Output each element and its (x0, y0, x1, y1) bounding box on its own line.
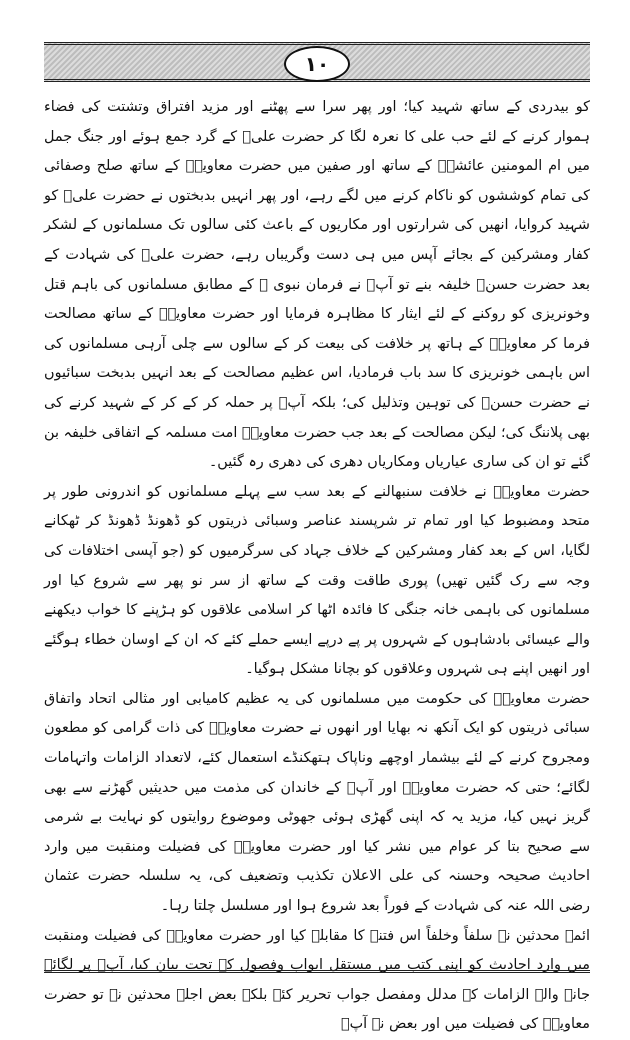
paragraph: کو بیدردی کے ساتھ شہید کیا؛ اور پھر سرا سے پھٹنے اور مزید افتراق وتشتت کی فضاء ہموار کرنے کے لئے حب علی کا نعرہ لگا کر حضرت علیؓ کے گرد جمع ہوئے اور جنگ جمل میں ام المومنین عائشہؓ کے ساتھ اور صفین میں حضرت معاویہؓ کے ساتھ صلح وصفائی کی تمام کوششوں کو ناکام کرنے میں لگے رہے، اور پھر انہیں بدبختوں نے حضرت علیؓ کو شہید کروایا، انھیں کی شرارتوں اور مکاریوں کے باعث کئی سالوں تک مسلمانوں کے لشکر کفار ومشرکین کے بجائے آپس میں ہی دست وگریباں رہے، حضرت علیؓ کی شہادت کے بعد حضرت حسنؓ خلیفہ بنے تو آپؓ نے فرمان نبوی ﷺ کے مطابق مسلمانوں کی باہم قتل وخونریزی کو روکنے کے لئے ایثار کا مظاہرہ فرمایا اور حضرت معاویہؓ کے ساتھ مصالحت فرما کر معاویہؓ کے ہاتھ پر خلافت کی بیعت کر کے سالوں سے چلی آرہی مسلمانوں کی اس باہمی خونریزی کا سد باب فرمادیا، اس عظیم مصالحت کے بعد انہیں بدبخت سبائیوں نے حضرت حسنؓ کی توہین وتذلیل کی؛ بلکہ آپؓ پر حملہ کر کے کر کے شہید کرنے کی بھی پلاننگ کی؛ لیکن مصالحت کے بعد جب حضرت معاویہؓ امت مسلمہ کے اتفاقی خلیفہ بن گئے تو ان کی ساری عیاریاں ومکاریاں دھری کی دھری رہ گئیں۔ (44, 99, 590, 471)
page-footer-rule (44, 970, 590, 973)
paragraph: حضرت معاویہؓ نے خلافت سنبھالنے کے بعد سب سے پہلے مسلمانوں کو اندرونی طور پر متحد ومضبوط کیا اور تمام تر شرپسند عناصر وسبائی ذریتوں کو ڈھونڈ ڈھونڈ کر ٹھکانے لگایا، اس کے بعد کفار ومشرکین کے خلاف جہاد کی سرگرمیوں کو (جو آپسی اختلافات کی وجہ سے رک گئیں تھیں) پوری طاقت وقت کے ساتھ از سر نو پھر سے شروع کیا اور مسلمانوں کی باہمی خانہ جنگی کا فائدہ اٹھا کر اسلامی علاقوں کو ہڑپنے کا خواب دیکھنے والے عیسائی بادشاہوں کے شہروں پر پے درپے ایسے حملے کئے کہ ان کے اوسان خطاء ہوگئے اور انھیں اپنے ہی شہروں وعلاقوں کو بچانا مشکل ہوگیا۔ (44, 483, 590, 678)
page-number-oval (284, 46, 350, 82)
page-number: ۱۰ (304, 52, 330, 76)
page-body (44, 93, 590, 1033)
paragraph: حضرت معاویہؓ کی حکومت میں مسلمانوں کی یہ عظیم کامیابی اور مثالی اتحاد واتفاق سبائی ذریتوں کو ایک آنکھ نہ بھایا اور انھوں نے حضرت معاویہؓ کی ذات گرامی کو مطعون ومجروح کرنے کے لئے بیشمار اوچھے وناپاک ہتھکنڈے استعمال کئے، لاتعداد الزامات واتہامات لگائے؛ حتی کہ حضرت معاویہؓ اور آپؓ کے خاندان کی مذمت میں حدیثیں گھڑنے سے بھی گریز نہیں کیا، مزید یہ کہ اپنی گھڑی ہوئی جھوٹی وموضوع روایتوں کو نہایت بے شرمی سے صحیح بتا کر عوام میں نشر کیا اور حضرت معاویہؓ کی فضیلت ومنقبت میں وارد احادیث صحیحہ وحسنہ کی علی الاعلان تکذیب وتضعیف کی، یہ سلسلہ حضرت عثمان رضی اللہ عنہ کی شہادت کے فوراً بعد شروع ہوا اور مسلسل چلتا رہا۔ (44, 690, 590, 915)
paragraph: ائمہ محدثین نے سلفاً وخلفاً اس فتنے کا مقابلہ کیا اور حضرت معاویہؓ کی فضیلت ومنقبت میں وارد احادیث کو اپنی کتب میں مستقل ابواب وفصول کے تحت بیان کیا، آپؓ پر لگائے جانے والے الزامات کے مدلل ومفصل جواب تحریر کئے بلکہ بعض اجلہ محدثین نے تو حضرت معاویہؓ کی فضیلت میں اور بعض نے آپؓ (44, 927, 590, 1033)
